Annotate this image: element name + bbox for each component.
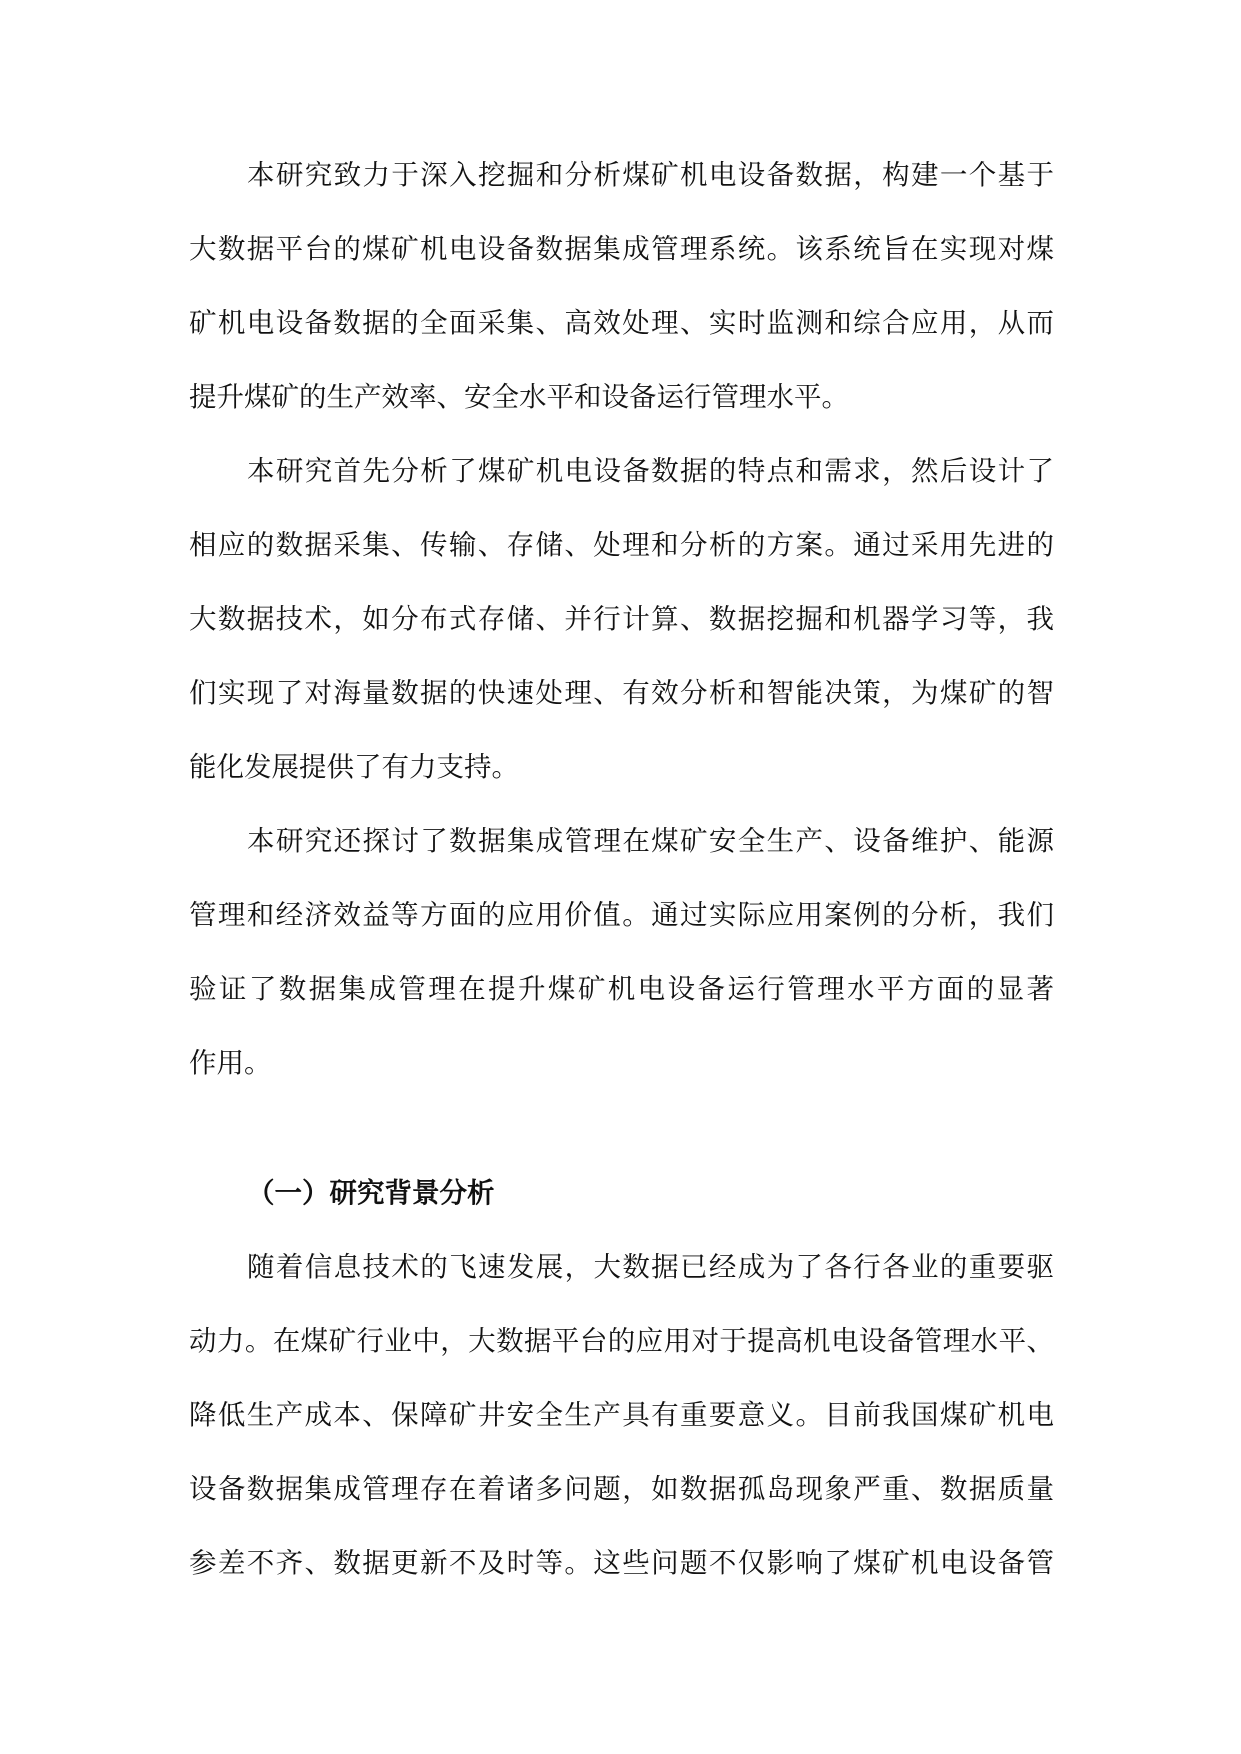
- paragraph: [189, 434, 1054, 804]
- paragraph: [189, 804, 1054, 1100]
- text-line: 参差不齐、数据更新不及时等。这些问题不仅影响了煤矿机电设备管: [189, 1547, 1054, 1579]
- document-body: [189, 138, 1054, 1600]
- paragraph: [189, 1230, 1054, 1600]
- text-line: 能化发展提供了有力支持。: [189, 751, 519, 783]
- text-line: 大数据平台的煤矿机电设备数据集成管理系统。该系统旨在实现对煤: [189, 233, 1054, 265]
- text-line: 设备数据集成管理存在着诸多问题，如数据孤岛现象严重、数据质量: [189, 1473, 1054, 1505]
- text-line: 们实现了对海量数据的快速处理、有效分析和智能决策，为煤矿的智: [189, 677, 1054, 709]
- paragraph: [189, 138, 1054, 434]
- section-heading: （一）研究背景分析: [247, 1177, 495, 1209]
- text-line: 验证了数据集成管理在提升煤矿机电设备运行管理水平方面的显著: [189, 973, 1054, 1005]
- text-line: 提升煤矿的生产效率、安全水平和设备运行管理水平。: [189, 381, 849, 413]
- text-line: 降低生产成本、保障矿井安全生产具有重要意义。目前我国煤矿机电: [189, 1399, 1054, 1431]
- text-line: 本研究首先分析了煤矿机电设备数据的特点和需求，然后设计了: [247, 455, 1054, 487]
- text-line: 本研究致力于深入挖掘和分析煤矿机电设备数据，构建一个基于: [247, 159, 1054, 191]
- text-line: 管理和经济效益等方面的应用价值。通过实际应用案例的分析，我们: [189, 899, 1054, 931]
- text-line: 相应的数据采集、传输、存储、处理和分析的方案。通过采用先进的: [189, 529, 1054, 561]
- text-line: 随着信息技术的飞速发展，大数据已经成为了各行各业的重要驱: [247, 1251, 1054, 1283]
- text-line: 矿机电设备数据的全面采集、高效处理、实时监测和综合应用，从而: [189, 307, 1054, 339]
- text-line: 作用。: [189, 1047, 272, 1079]
- text-line: 动力。在煤矿行业中，大数据平台的应用对于提高机电设备管理水平、: [189, 1325, 1054, 1357]
- text-line: 本研究还探讨了数据集成管理在煤矿安全生产、设备维护、能源: [247, 825, 1054, 857]
- text-line: 大数据技术，如分布式存储、并行计算、数据挖掘和机器学习等，我: [189, 603, 1054, 635]
